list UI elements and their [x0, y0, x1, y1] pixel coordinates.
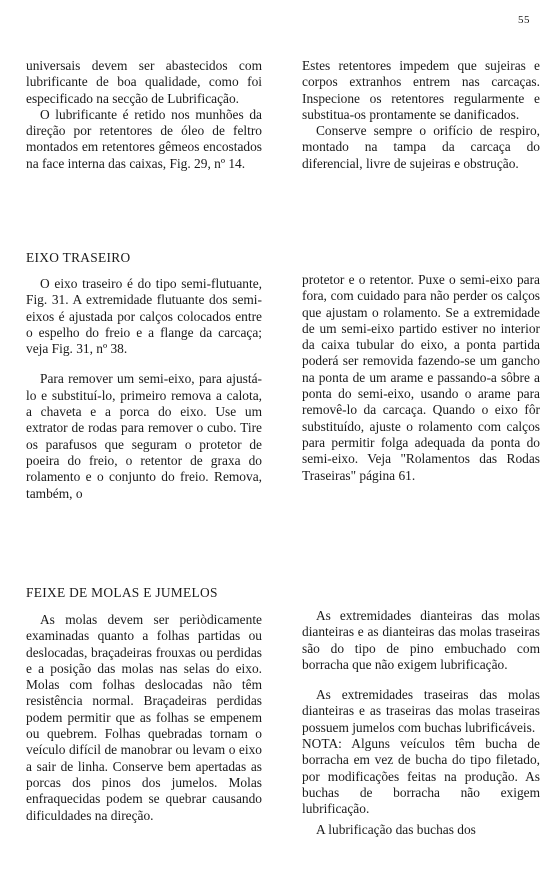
paragraph: protetor e o retentor. Puxe o semi-eixo para fora, com cuidado para não perder os calços que ajustam o rolamento. Se a extremidade de um semi-eixo partido estiver no interior da caixa tubular do eixo, a ponta partida poderá ser removida fazendo-se um gancho na ponta de um arame e passando-a sôbre a ponta do semi-eixo, usando o arame para removê-lo da carcaça. Quando o eixo fôr substituído, ajuste o rolamento com calços para permitir folga adequada da ponta do semi-eixo. Veja "Rolamentos das Rodas Traseiras" página 61.: [302, 272, 540, 483]
paragraph: As extremidades traseiras das molas dianteiras e as traseiras das molas traseiras possuem jumelos com buchas lubrificáveis.: [302, 687, 540, 735]
section-heading-feixe-de-molas: FEIXE DE MOLAS E JUMELOS: [26, 585, 218, 600]
paragraph: As extremidades dianteiras das molas dianteiras e as dianteiras das molas traseiras são do tipo de pino embuchado com borracha que não exigem lubrificação.: [302, 608, 540, 672]
paragraph: universais devem ser abastecidos com lubrificante de boa qualidade, como foi especificado na secção de Lubrificação.: [26, 58, 262, 106]
paragraph: O lubrificante é retido nos munhões da direção por retentores de óleo de feltro montados em retentores gêmeos encostados na face interna das caixas, Fig. 29, nº 14.: [26, 106, 262, 171]
paragraph: Estes retentores impedem que sujeiras e corpos extranhos entrem nas carcaças. Inspecione os retentores regularmente e substitua-os prontamente se danificados.: [302, 58, 540, 122]
paragraph: As molas devem ser periòdicamente examinadas quanto a folhas partidas ou deslocadas, braçadeiras frouxas ou perdidas e a posição das molas nas selas do eixo. Molas com folhas deslocadas não têm resistência normal. Braçadeiras perdidas podem permitir que as folhas se empenem ou quebrem. Folhas quebradas tornam o veículo difícil de manobrar ou levam o eixo a sair de linha. Conserve bem apertadas as porcas dos pinos dos jumelos. Molas enfraquecidas podem se quebrar causando dificuldades na direção.: [26, 612, 262, 823]
top-right-column: [302, 58, 540, 172]
feixe-right-column: [302, 608, 540, 838]
paragraph: Para remover um semi-eixo, para ajustá-lo e substituí-lo, primeiro remova a calota, a chaveta e a porca do eixo. Use um extrator de rodas para remover o cubo. Tire os parafusos que seguram o protetor de poeira do freio, o retentor de graxa do rolamento e o conjunto do freio. Remova, também, o: [26, 371, 262, 501]
note-paragraph: NOTA: Alguns veículos têm bucha de borracha em vez de bucha do tipo filetado, por modificações feitas na produção. As buchas de borracha não exigem lubrificação.: [302, 736, 540, 817]
top-left-column: [26, 58, 262, 172]
section-heading-eixo-traseiro: EIXO TRASEIRO: [26, 250, 131, 265]
feixe-left-column: [26, 612, 262, 824]
eixo-left-column: [26, 276, 262, 502]
eixo-right-column: [302, 272, 540, 484]
page-number: 55: [518, 14, 530, 26]
paragraph: A lubrificação das buchas dos: [316, 821, 476, 837]
paragraph: Conserve sempre o orifício de respiro, montado na tampa da carcaça do diferencial, livre de sujeiras e obstrução.: [302, 123, 540, 171]
paragraph: O eixo traseiro é do tipo semi-flutuante, Fig. 31. A extremidade flutuante dos semi-eixos é ajustada por calços colocados entre o espelho do freio e a flange da carcaça; veja Fig. 31, nº 38.: [26, 276, 262, 357]
